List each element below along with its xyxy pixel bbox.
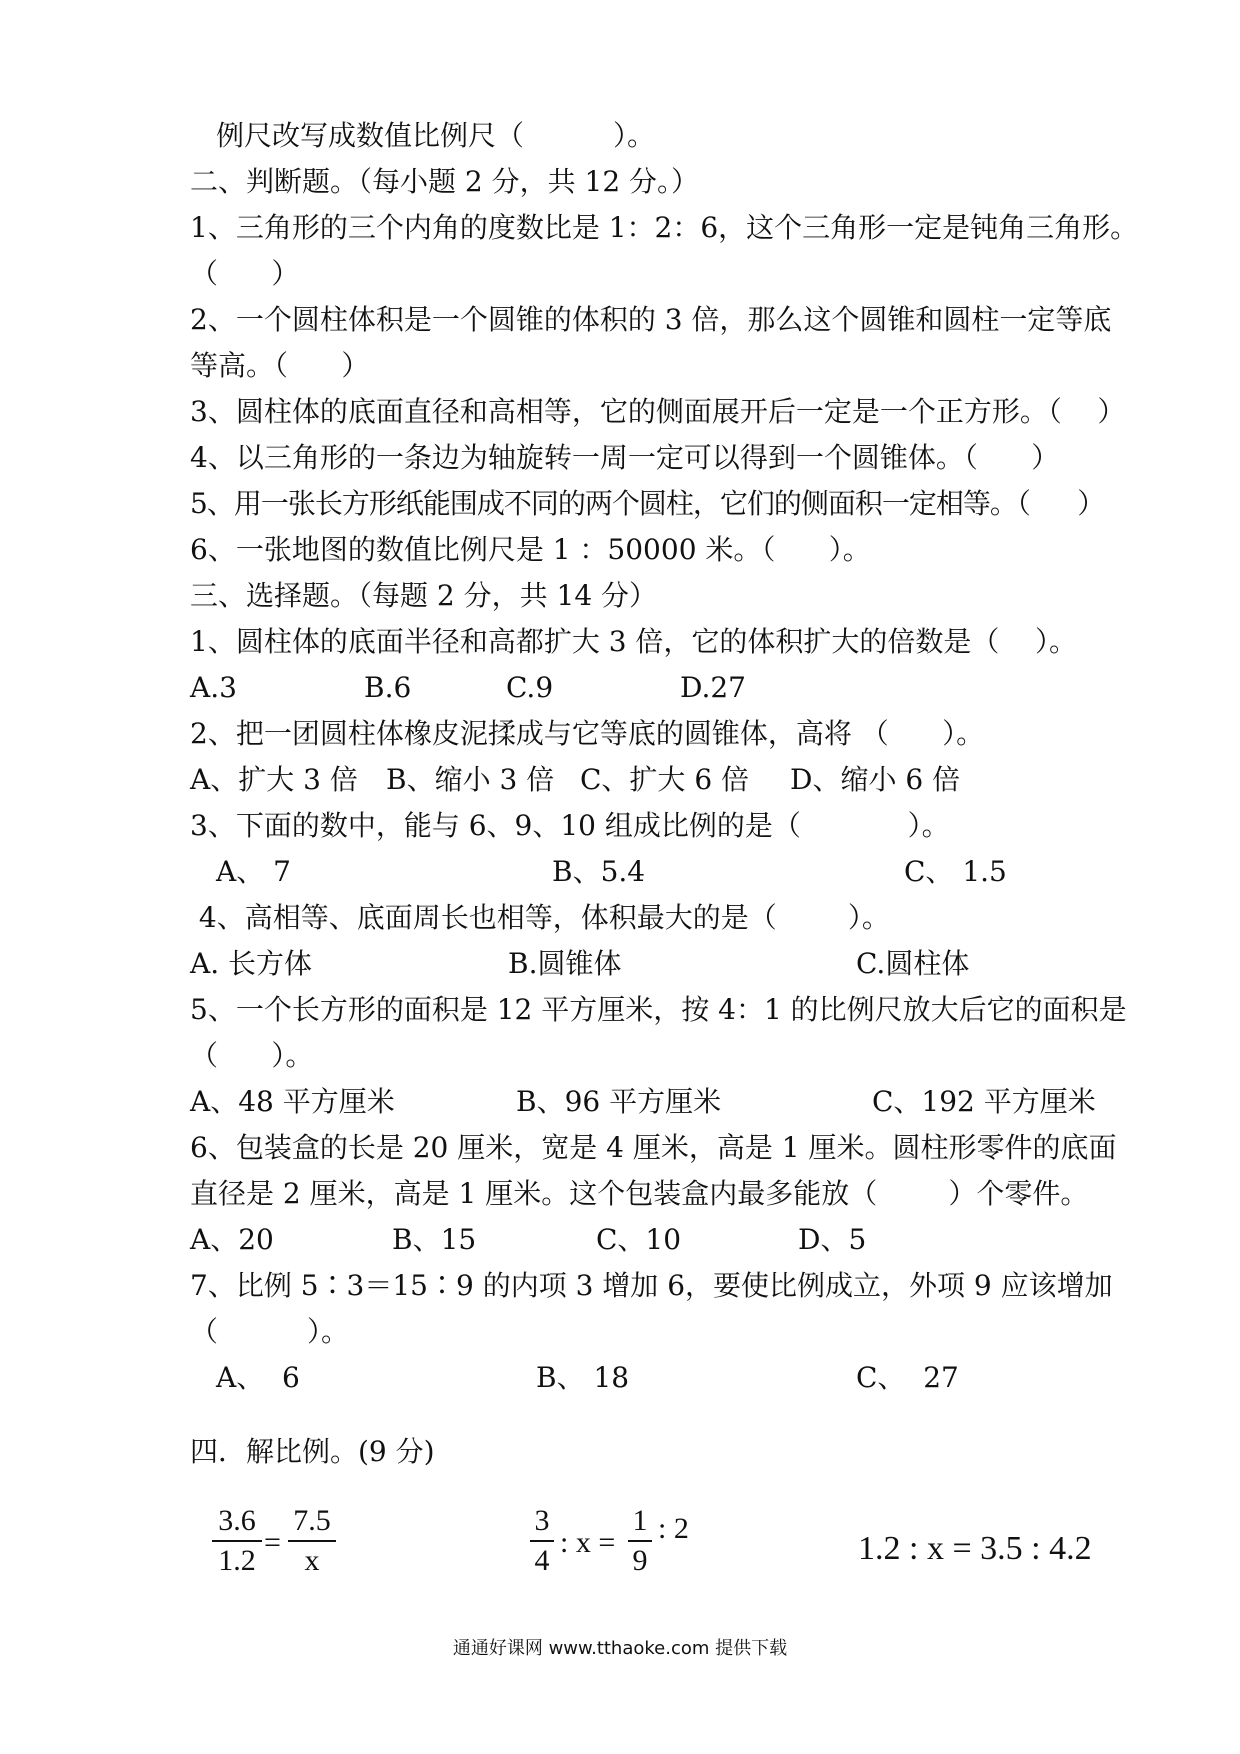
section-3-heading: 三、选择题。（每题 2 分，共 14 分） (190, 579, 658, 612)
choice-q6-option-d: D、5 (798, 1223, 867, 1256)
equation-2-numerator-right: 1 (628, 1504, 652, 1542)
choice-q2-option-d: D、缩小 6 倍 (790, 763, 961, 796)
choice-q5-line2: （ ）。 (190, 1039, 314, 1072)
choice-q3: 3、下面的数中，能与 6、9、10 组成比例的是（ ）。 (190, 809, 950, 842)
choice-q5-option-b: B、96 平方厘米 (516, 1085, 722, 1118)
section-4-heading: 四．解比例。(9 分) (190, 1435, 435, 1468)
equation-1-numerator-right: 7.5 (288, 1504, 336, 1542)
judge-q3: 3、圆柱体的底面直径和高相等，它的侧面展开后一定是一个正方形。（ ） (190, 395, 1126, 428)
choice-q2-option-a: A、扩大 3 倍 (190, 763, 358, 796)
choice-q5-option-a: A、48 平方厘米 (190, 1085, 395, 1118)
choice-q1-option-d: D.27 (680, 671, 746, 704)
equation-1-fraction-right (288, 1504, 336, 1578)
equation-2-tail: : 2 (658, 1512, 689, 1545)
equation-2-denominator-left: 4 (534, 1544, 550, 1577)
equation-2-numerator-left: 3 (530, 1504, 554, 1542)
choice-q4-option-a: A. 长方体 (190, 947, 313, 980)
judge-q2-line2: 等高。（ ） (190, 349, 370, 382)
choice-q7-option-a: A、 6 (216, 1361, 300, 1394)
choice-q1-option-b: B.6 (364, 671, 412, 704)
choice-q2-option-b: B、缩小 3 倍 (386, 763, 555, 796)
choice-q6-option-c: C、10 (596, 1223, 682, 1256)
choice-q3-option-b: B、5.4 (552, 855, 646, 888)
footer-source: 通通好课网 www.tthaoke.com 提供下载 (452, 1638, 788, 1659)
judge-q6: 6、一张地图的数值比例尺是 1 ：50000 米。（ ）。 (190, 533, 871, 566)
choice-q4: 4、高相等、底面周长也相等，体积最大的是（ ）。 (190, 901, 890, 934)
equation-2-denominator-right: 9 (632, 1544, 648, 1577)
choice-q6-line1: 6、包装盒的长是 20 厘米，宽是 4 厘米，高是 1 厘米。圆柱形零件的底面 (190, 1131, 1117, 1164)
choice-q6-line2: 直径是 2 厘米，高是 1 厘米。这个包装盒内最多能放（ ）个零件。 (190, 1177, 1089, 1210)
choice-q4-option-b: B.圆锥体 (508, 947, 622, 980)
judge-q5: 5、用一张长方形纸能围成不同的两个圆柱，它们的侧面积一定相等。（ ） (190, 487, 1105, 520)
choice-q1-option-c: C.9 (506, 671, 554, 704)
equation-1-denominator-right: x (304, 1544, 320, 1577)
choice-q3-option-a: A、 7 (216, 855, 291, 888)
judge-q4: 4、以三角形的一条边为轴旋转一周一定可以得到一个圆锥体。（ ） (190, 441, 1060, 474)
choice-q7-line2: （ ）。 (190, 1315, 350, 1348)
section-2-heading: 二、判断题。（每小题 2 分，共 12 分。） (190, 165, 700, 198)
choice-q5-line1: 5、一个长方形的面积是 12 平方厘米，按 4：1 的比例尺放大后它的面积是 (190, 993, 1127, 1026)
judge-q1-line2: （ ） (190, 257, 300, 290)
choice-q6-option-a: A、20 (190, 1223, 274, 1256)
choice-q7-option-b: B、 18 (536, 1361, 630, 1394)
continued-question-text: 例尺改写成数值比例尺（ ）。 (216, 119, 656, 152)
choice-q2: 2、把一团圆柱体橡皮泥揉成与它等底的圆锥体，高将 （ ）。 (190, 717, 985, 750)
equation-3: 1.2 : x = 3.5 : 4.2 (858, 1530, 1092, 1567)
choice-q4-option-c: C.圆柱体 (856, 947, 970, 980)
equation-1-fraction-left (212, 1504, 262, 1578)
choice-q5-option-c: C、192 平方厘米 (872, 1085, 1096, 1118)
equation-2-fraction-left (530, 1504, 554, 1578)
choice-q7-option-c: C、 27 (856, 1361, 959, 1394)
choice-q3-option-c: C、 1.5 (904, 855, 1007, 888)
equation-1-equals: = (264, 1526, 281, 1559)
equation-1-numerator-left: 3.6 (212, 1504, 262, 1542)
equation-1-denominator-left: 1.2 (218, 1544, 256, 1577)
equation-2-middle: : x = (560, 1526, 616, 1559)
choice-q1-option-a: A.3 (190, 671, 237, 704)
choice-q1: 1、圆柱体的底面半径和高都扩大 3 倍，它的体积扩大的倍数是（ ）。 (190, 625, 1078, 658)
choice-q2-option-c: C、扩大 6 倍 (580, 763, 750, 796)
choice-q7-line1: 7、比例 5∶3＝15∶9 的内项 3 增加 6，要使比例成立，外项 9 应该增加 (190, 1269, 1113, 1302)
judge-q2-line1: 2、一个圆柱体积是一个圆锥的体积的 3 倍，那么这个圆锥和圆柱一定等底 (190, 303, 1112, 336)
equation-2-fraction-right (628, 1504, 652, 1578)
judge-q1-line1: 1、三角形的三个内角的度数比是 1：2：6，这个三角形一定是钝角三角形。 (190, 211, 1139, 244)
choice-q6-option-b: B、15 (392, 1223, 477, 1256)
